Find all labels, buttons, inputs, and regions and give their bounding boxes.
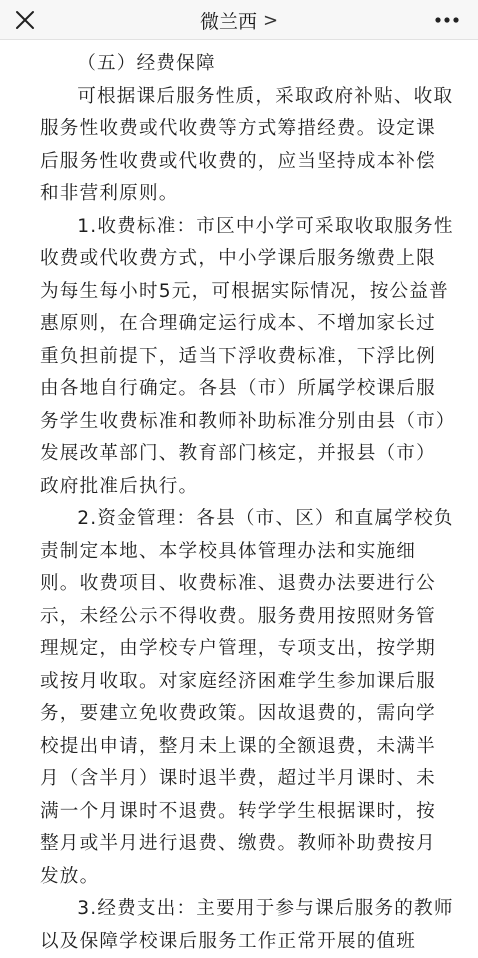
- paragraph-fee-standard: 1.收费标准：市区中小学可采取收取服务性收费或代收费方式，中小学课后服务缴费上限为每生每小时5元，可根据实际情况，按公益普惠原则，在合理确定运行成本、不增加家长过重负担前提下，适当下浮收费标准，下浮比例由各地自行确定。各县（市）所属学校课后服务学生收费标准和教师补助标准分别由县（市）发展改革部门、教育部门核定，并报县（市）政府批准后执行。: [40, 215, 454, 497]
- chevron-right-icon: >: [262, 9, 279, 31]
- article-body: [0, 40, 478, 958]
- close-icon: [14, 9, 36, 31]
- more-button[interactable]: [430, 4, 464, 36]
- more-horizontal-icon: [434, 16, 460, 24]
- paragraph-expenditure: 3.经费支出：主要用于参与课后服务的教师以及保障学校课后服务工作正常开展的值班: [40, 898, 454, 952]
- section-heading: （五）经费保障: [77, 53, 216, 74]
- paragraph-intro: 可根据课后服务性质，采取政府补贴、收取服务性收费或代收费等方式筹措经费。设定课后服务性收费或代收费的，应当坚持成本补偿和非营利原则。: [40, 85, 454, 204]
- close-button[interactable]: [8, 4, 42, 36]
- top-navbar: [0, 0, 478, 40]
- article-content[interactable]: [0, 40, 478, 952]
- account-title-button[interactable]: [200, 7, 278, 34]
- account-title: 微兰西: [199, 10, 257, 33]
- paragraph-fund-management: 2.资金管理：各县（市、区）和直属学校负责制定本地、本学校具体管理办法和实施细则。收费项目、收费标准、退费办法要进行公示，未经公示不得收费。服务费用按照财务管理规定，由学校专户管理，专项支出，按学期或按月收取。对家庭经济困难学生参加课后服务，要建立免收费政策。因故退费的，需向学校提出申请，整月未上课的全额退费，未满半月（含半月）课时退半费，超过半月课时、未满一个月课时不退费。转学学生根据课时，按整月或半月进行退费、缴费。教师补助费按月发放。: [40, 508, 454, 887]
